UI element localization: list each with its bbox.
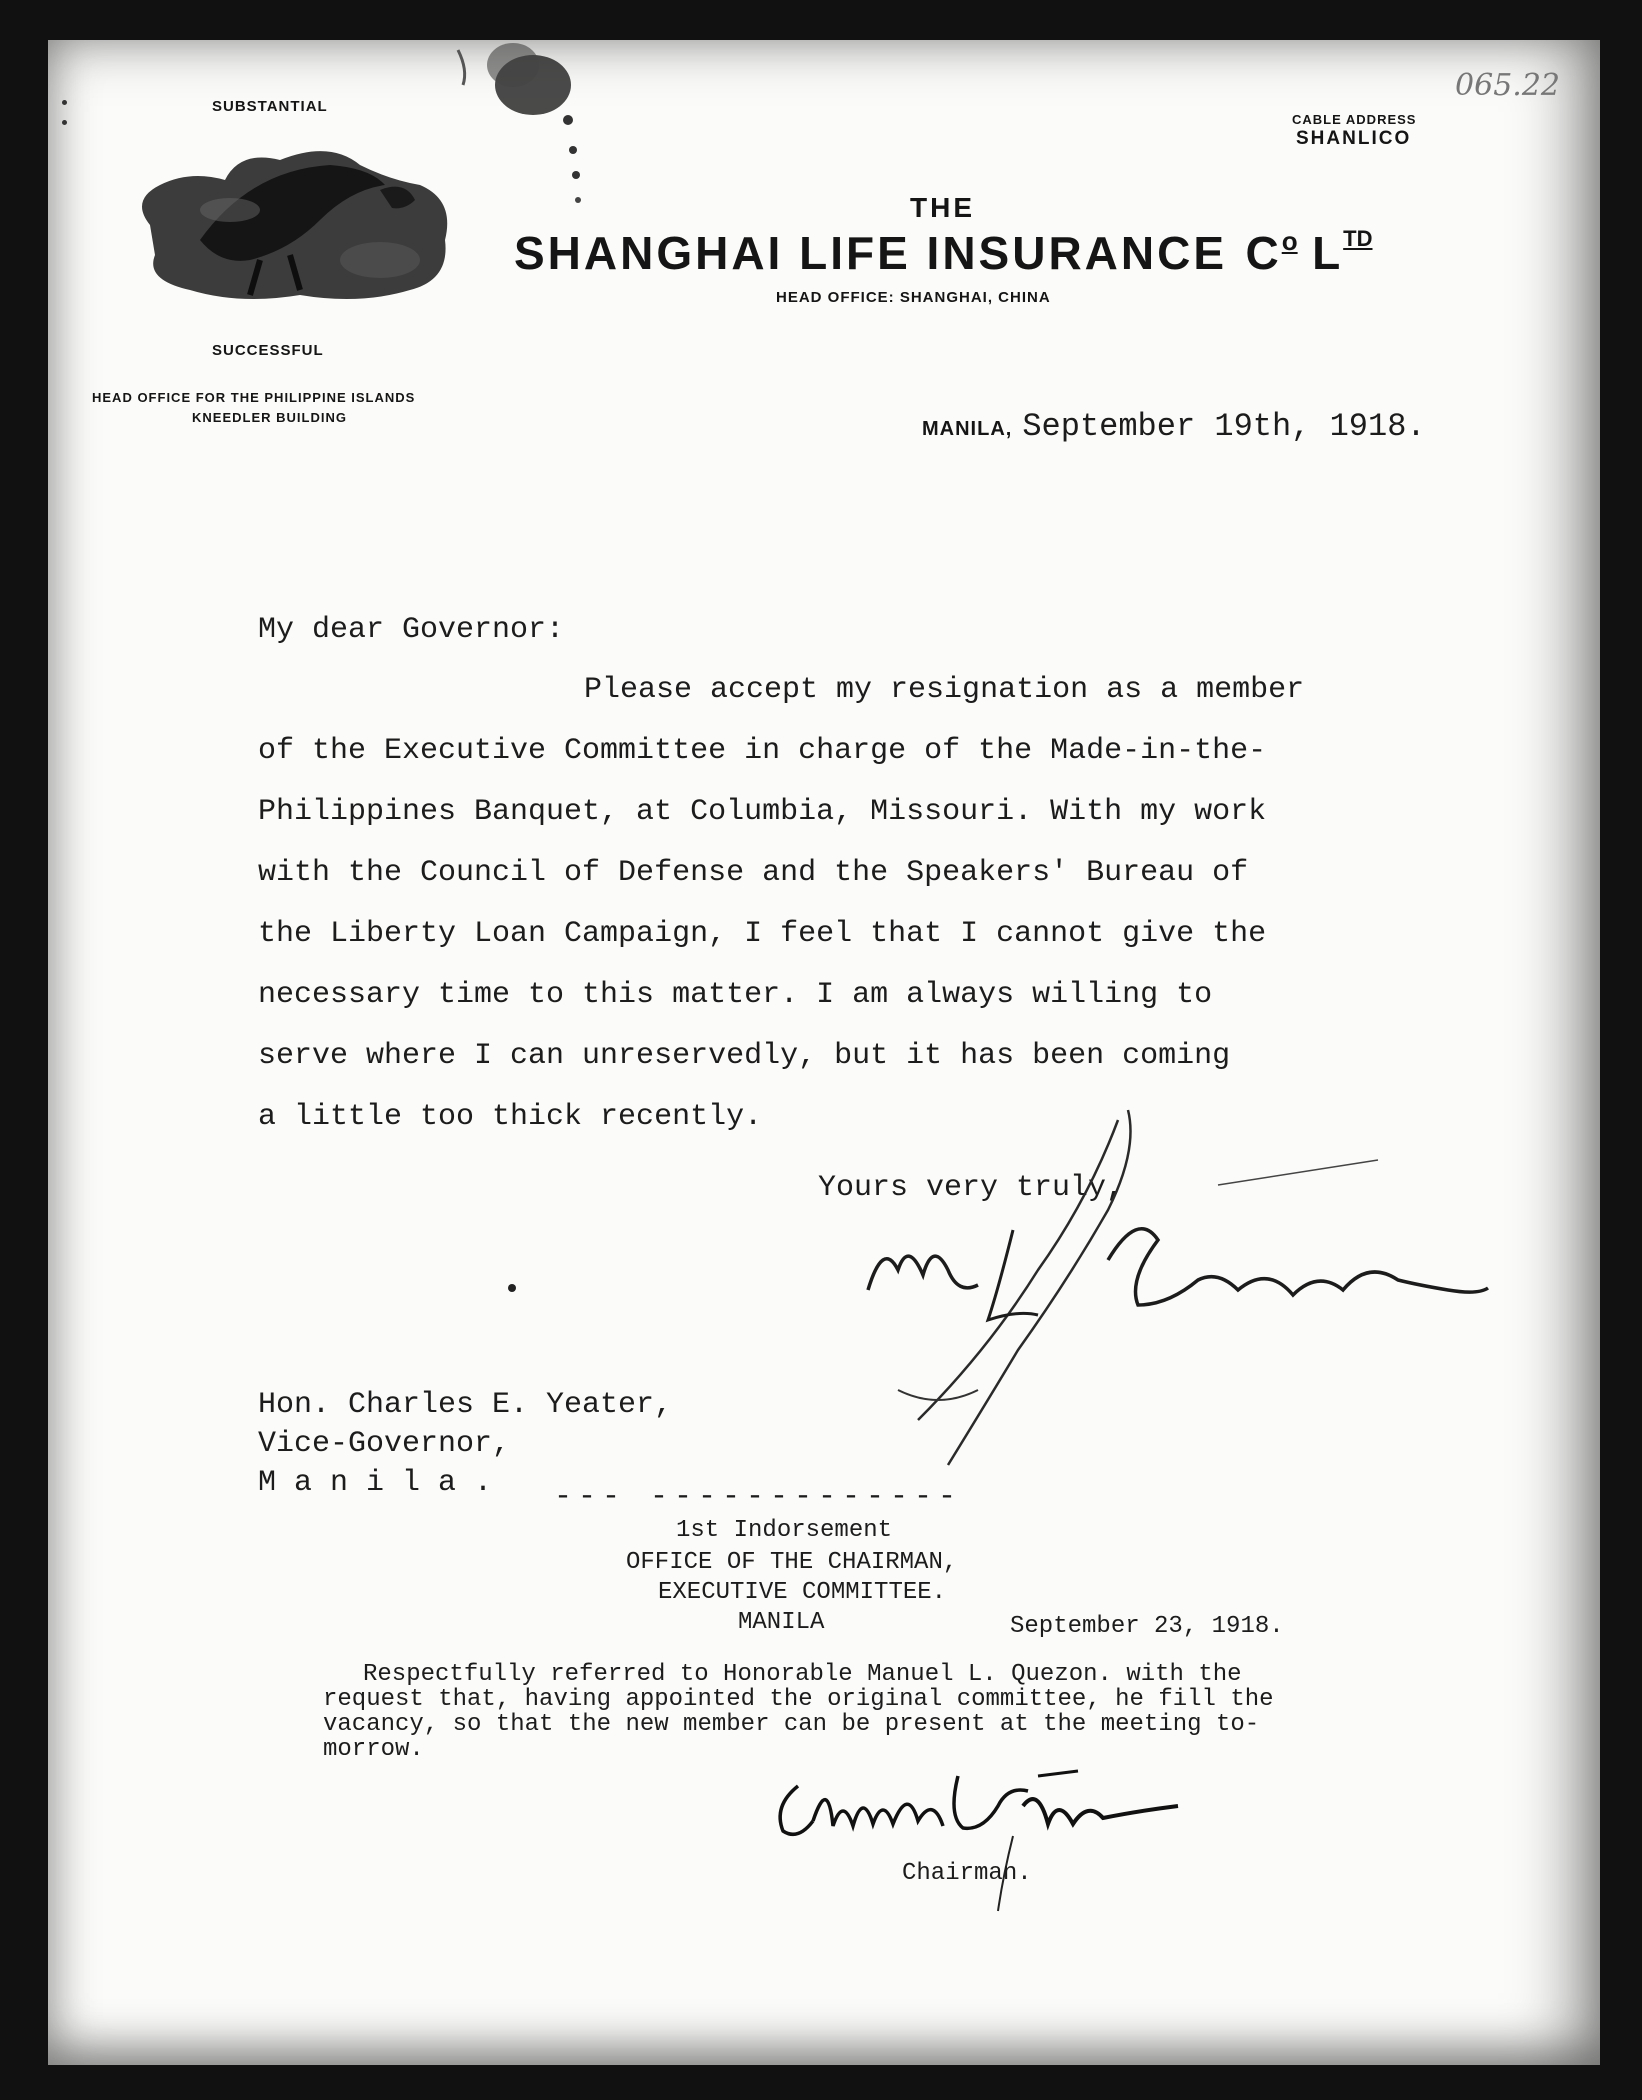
cable-address-label: CABLE ADDRESS bbox=[1292, 112, 1417, 127]
company-name-text: SHANGHAI LIFE INSURANCE bbox=[514, 227, 1228, 279]
company-article: THE bbox=[910, 192, 975, 223]
body-line-5: the Liberty Loan Campaign, I feel that I cannot give the bbox=[258, 917, 1267, 951]
archive-number: 065.22 bbox=[1455, 68, 1560, 103]
indorsement-line-3: vacancy, so that the new member can be present at the meeting to- bbox=[323, 1711, 1260, 1738]
indorsement-line-2: request that, having appointed the original committee, he fill the bbox=[323, 1686, 1274, 1713]
recipient-title: Vice-Governor, bbox=[258, 1427, 511, 1461]
ink-speck bbox=[508, 1284, 516, 1292]
body-line-2: of the Executive Committee in charge of the Made-in-the- bbox=[258, 734, 1267, 768]
company-name bbox=[514, 226, 1373, 280]
indorsement-heading: 1st Indorsement bbox=[676, 1517, 893, 1544]
motto-bottom: SUCCESSFUL bbox=[212, 342, 324, 359]
eagle-emblem bbox=[130, 130, 460, 305]
salutation: My dear Governor: bbox=[258, 613, 565, 647]
indorsement-committee: EXECUTIVE COMMITTEE. bbox=[658, 1579, 947, 1606]
yeater-signature bbox=[758, 1746, 1198, 1916]
indorsement-place: MANILA bbox=[738, 1609, 825, 1636]
ink-speck bbox=[62, 120, 67, 125]
company-ltd-sup: TD bbox=[1343, 226, 1373, 251]
company-suffix: C bbox=[1245, 227, 1282, 279]
letter-body bbox=[258, 660, 1304, 1148]
chairman-title: Chairman. bbox=[902, 1860, 1032, 1887]
cable-address-value: SHANLICO bbox=[1296, 128, 1412, 149]
body-line-3: Philippines Banquet, at Columbia, Missouri. With my work bbox=[258, 795, 1267, 829]
body-line-1: Please accept my resignation as a member bbox=[584, 673, 1305, 707]
indorsement-line-4: morrow. bbox=[323, 1736, 424, 1763]
dateline-place: MANILA, bbox=[922, 418, 1013, 440]
indorsement-line-1: Respectfully referred to Honorable Manuel L. Quezon. with the bbox=[363, 1661, 1242, 1688]
indorsement-divider: --- ------------- bbox=[554, 1480, 963, 1514]
dateline-date: September 19th, 1918. bbox=[1022, 408, 1426, 445]
recipient-city: M a n i l a . bbox=[258, 1466, 493, 1500]
indorsement-date: September 23, 1918. bbox=[1010, 1613, 1284, 1640]
head-office: HEAD OFFICE: SHANGHAI, CHINA bbox=[776, 289, 1051, 306]
stewart-signature bbox=[838, 1090, 1498, 1480]
recipient-name: Hon. Charles E. Yeater, bbox=[258, 1388, 673, 1422]
body-line-8: a little too thick recently. bbox=[258, 1100, 763, 1134]
indorsement-office: OFFICE OF THE CHAIRMAN, bbox=[626, 1549, 958, 1576]
company-ltd: L bbox=[1312, 227, 1344, 279]
philippine-office-line2: KNEEDLER BUILDING bbox=[192, 410, 347, 425]
document-page bbox=[48, 40, 1600, 2065]
body-line-6: necessary time to this matter. I am always willing to bbox=[258, 978, 1213, 1012]
philippine-office-line1: HEAD OFFICE FOR THE PHILIPPINE ISLANDS bbox=[92, 390, 416, 405]
body-line-7: serve where I can unreservedly, but it has been coming bbox=[258, 1039, 1231, 1073]
closing: Yours very truly, bbox=[818, 1171, 1125, 1205]
body-line-4: with the Council of Defense and the Speakers' Bureau of bbox=[258, 856, 1249, 890]
ink-speck bbox=[62, 100, 67, 105]
motto-top: SUBSTANTIAL bbox=[212, 98, 328, 115]
dateline bbox=[922, 408, 1426, 445]
company-suffix-o: o bbox=[1281, 226, 1298, 256]
